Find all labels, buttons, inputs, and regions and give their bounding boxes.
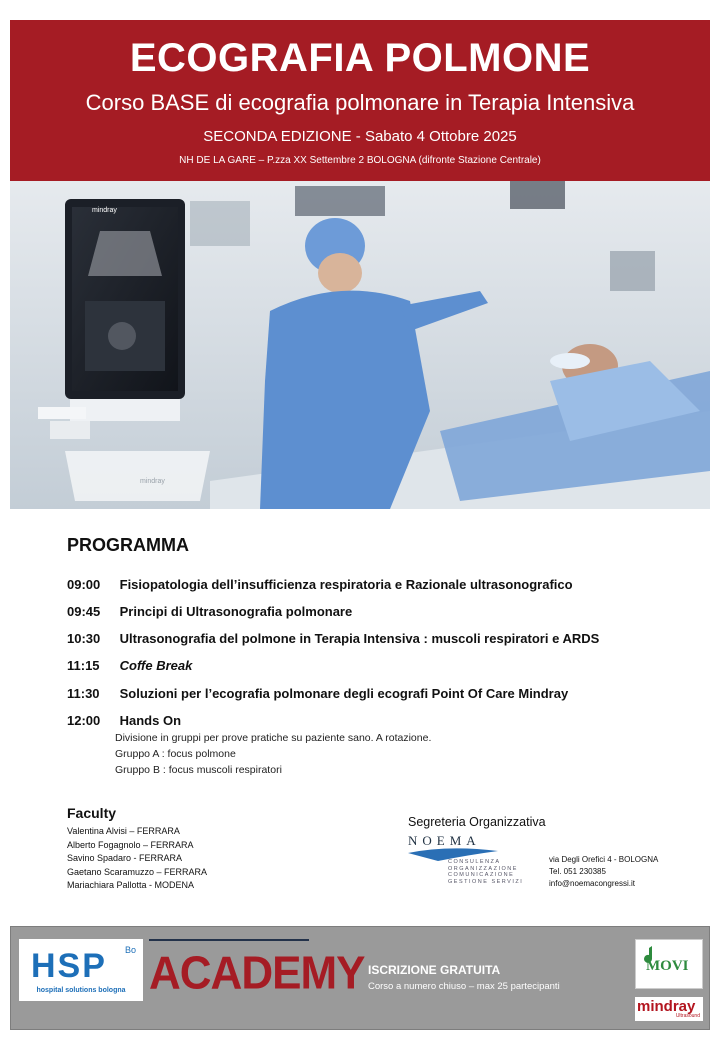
hands-on-detail: Divisione in gruppi per prove pratiche su paziente sano. A rotazione.: [115, 732, 432, 744]
noema-tagline-line: CONSULENZA: [448, 859, 501, 865]
footer-banner: [10, 926, 710, 1030]
program-desc: Soluzioni per l’ecografia polmonare degli ecografi Point Of Care Mindray: [119, 686, 569, 701]
venue-address: NH DE LA GARE – P.zza XX Settembre 2 BOLOGNA (difronte Stazione Centrale): [179, 155, 541, 166]
program-time: 09:45: [67, 604, 101, 619]
program-item: [67, 604, 352, 619]
program-time: 10:30: [67, 631, 101, 646]
hsb-logo: [19, 939, 143, 1001]
noema-tagline: [448, 859, 523, 885]
program-time: 09:00: [67, 577, 101, 592]
icu-scene-illustration: [10, 181, 710, 509]
hero-image: [10, 181, 710, 509]
program-desc: Hands On: [119, 713, 182, 728]
program-item: [67, 631, 599, 646]
program-desc: Fisiopatologia dell’insufficienza respiratoria e Razionale ultrasonografico: [119, 577, 573, 592]
program-time: 11:30: [67, 686, 100, 701]
noema-logo: [408, 833, 538, 893]
program-item: [67, 713, 181, 728]
program-desc: Ultrasonografia del polmone in Terapia Intensiva : muscoli respiratori e ARDS: [119, 631, 600, 646]
contact-email[interactable]: info@noemacongressi.it: [549, 879, 635, 888]
program-desc: Principi di Ultrasonografia polmonare: [119, 604, 353, 619]
faculty-title: Faculty: [67, 805, 117, 821]
hands-on-detail: Gruppo B : focus muscoli respiratori: [115, 764, 282, 776]
page-title: ECOGRAFIA POLMONE: [129, 36, 591, 80]
noema-tagline-line: COMUNICAZIONE: [448, 872, 515, 878]
edition-date: SECONDA EDIZIONE - Sabato 4 Ottobre 2025: [203, 128, 517, 145]
hsb-name: hospital solutions bologna: [36, 987, 126, 994]
contact-phone: Tel. 051 230385: [549, 867, 606, 876]
course-subtitle: Corso BASE di ecografia polmonare in Terapia Intensiva: [85, 90, 635, 115]
noema-tagline-line: GESTIONE SERVIZI: [448, 878, 524, 885]
program-item: [67, 577, 573, 592]
program-time: 11:15: [67, 658, 100, 673]
academy-logo: [149, 939, 365, 1001]
header-banner: [10, 20, 710, 181]
program-item: [67, 658, 192, 673]
registration-note: Corso a numero chiuso – max 25 partecipanti: [368, 981, 560, 992]
hsb-letters: HSP: [31, 947, 107, 985]
program-desc: Coffe Break: [119, 658, 193, 673]
mindray-logo: [635, 997, 703, 1021]
faculty-member: Gaetano Scaramuzzo – FERRARA: [67, 867, 208, 877]
program-item: [67, 686, 568, 701]
faculty-member: Mariachiara Pallotta - MODENA: [67, 880, 195, 890]
device-base-brand: mindray: [140, 478, 165, 485]
hsb-bo: Bo: [125, 945, 137, 955]
noema-tagline-line: ORGANIZZAZIONE: [448, 865, 518, 872]
registration-title: ISCRIZIONE GRATUITA: [368, 963, 501, 977]
device-brand: mindray: [92, 207, 117, 214]
faculty-member: Valentina Alvisi – FERRARA: [67, 826, 180, 836]
segreteria-title: Segreteria Organizzativa: [408, 815, 546, 829]
mindray-wordmark: mindray: [637, 998, 696, 1015]
hands-on-detail: Gruppo A : focus polmone: [115, 748, 236, 760]
contact-address: via Degli Orefici 4 - BOLOGNA: [549, 855, 659, 864]
academy-wordmark: ACADEMY: [149, 947, 365, 1000]
movi-wordmark: MOVI: [646, 958, 689, 974]
faculty-member: Alberto Fogagnolo – FERRARA: [67, 840, 194, 850]
noema-wordmark: NOEMA: [408, 833, 481, 848]
faculty-member: Savino Spadaro - FERRARA: [67, 853, 183, 863]
movi-logo: [635, 939, 703, 989]
mindray-subtitle: Ultrasound: [675, 1013, 700, 1019]
program-title: PROGRAMMA: [67, 535, 189, 555]
program-time: 12:00: [67, 713, 101, 728]
